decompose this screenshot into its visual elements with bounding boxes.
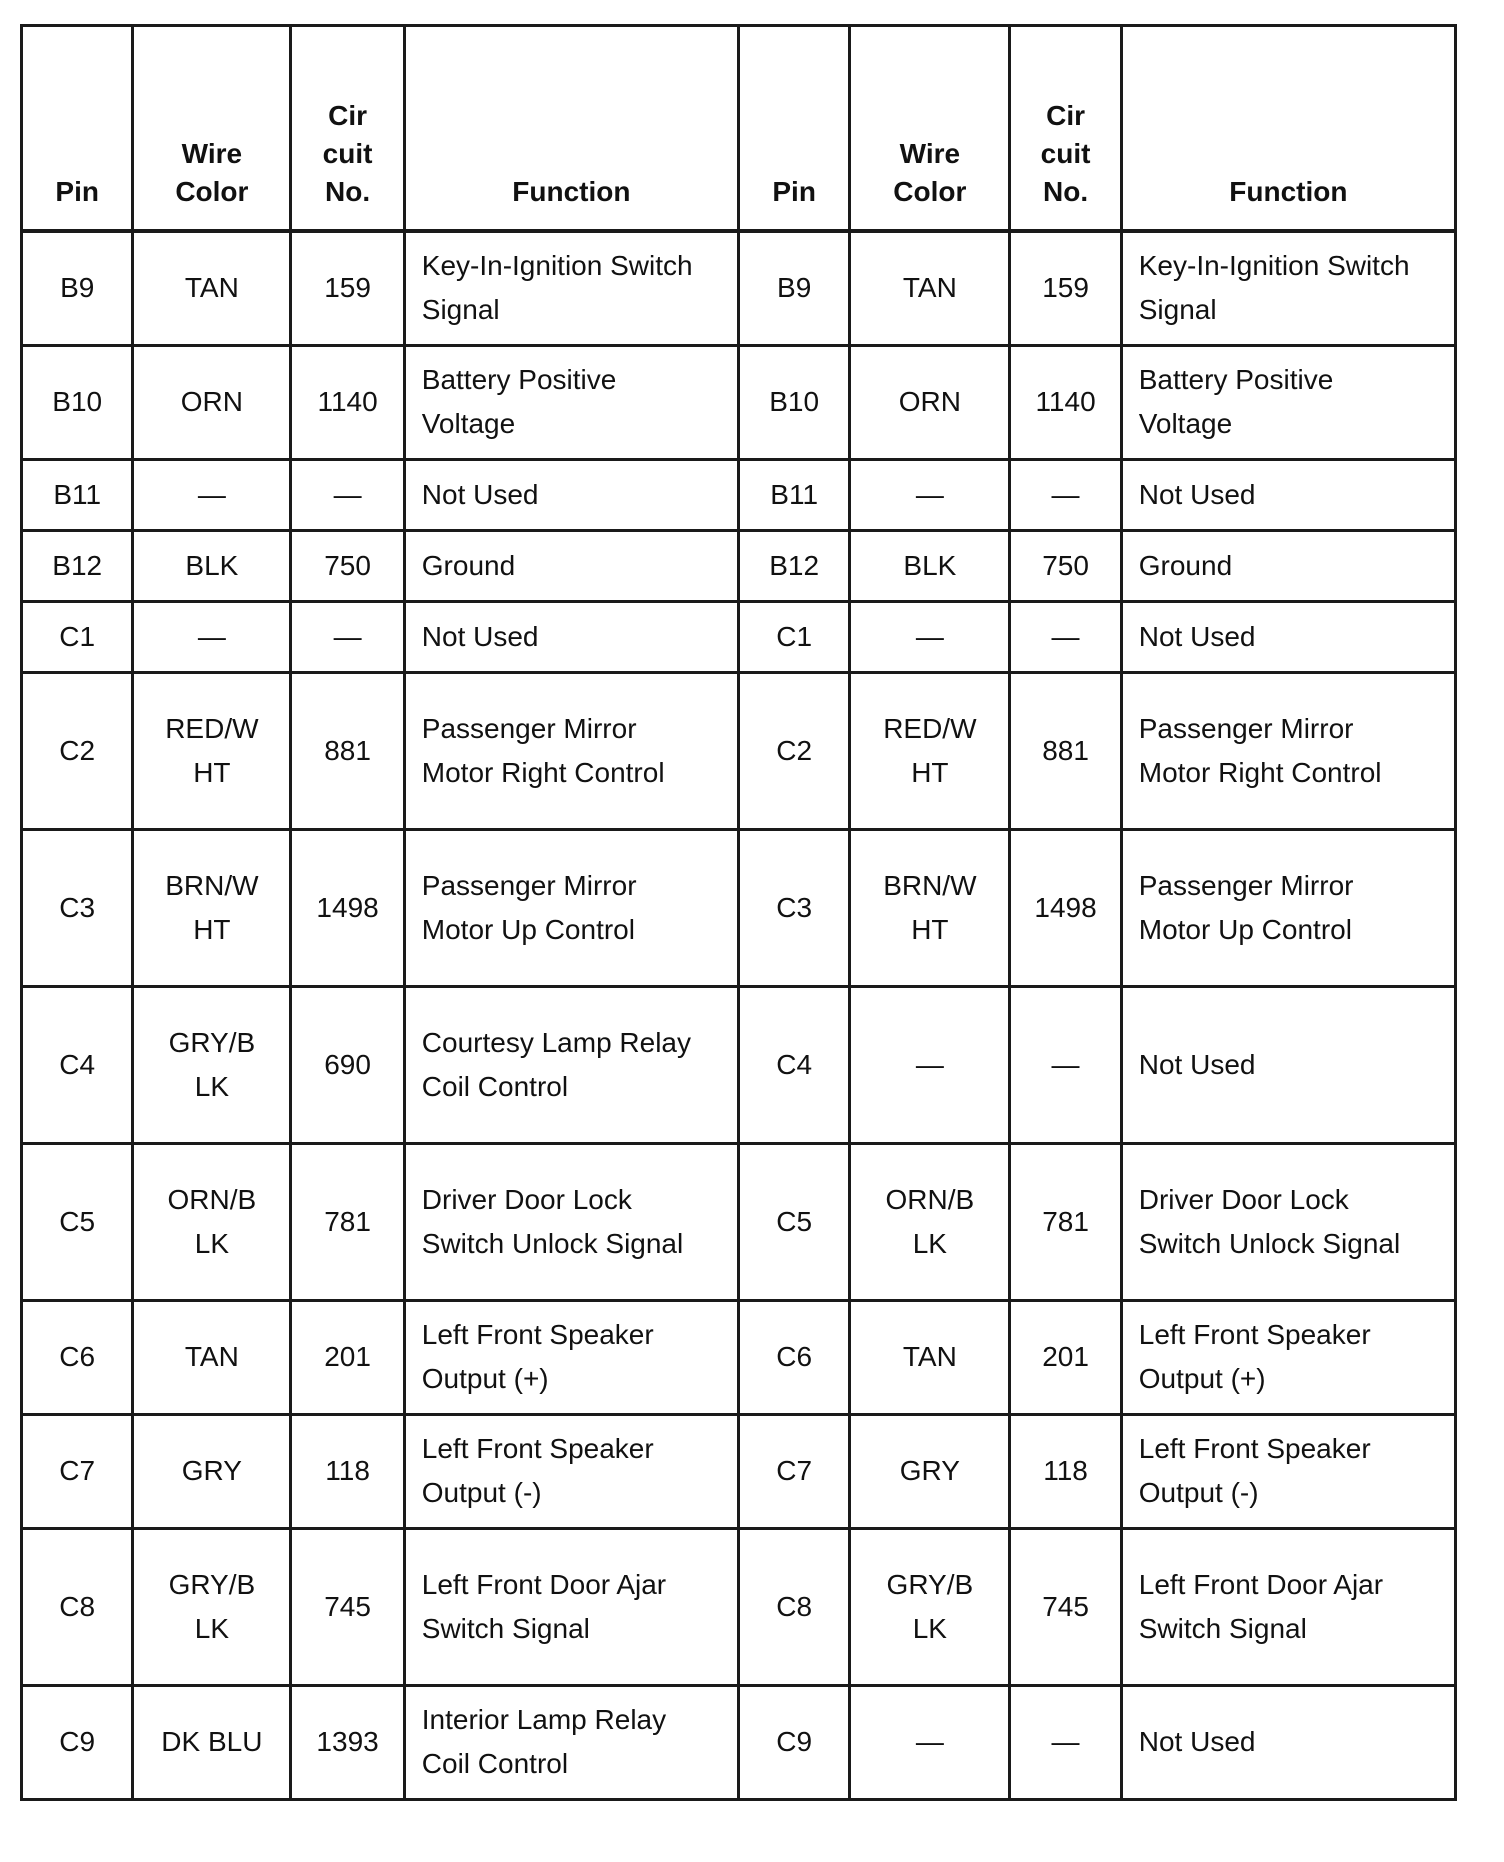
table-row (22, 231, 1456, 345)
pin-cell: C5 (22, 1143, 133, 1300)
pin-cell-right: C4 (738, 986, 849, 1143)
circuit-cell-right: 1140 (1010, 345, 1121, 459)
function-cell-right: Key-In-Ignition Switch Signal (1121, 231, 1455, 345)
header-row (22, 26, 1456, 232)
pin-cell: C4 (22, 986, 133, 1143)
wire-color-cell-right: — (850, 459, 1010, 530)
pin-cell-right: C2 (738, 672, 849, 829)
circuit-cell: 881 (291, 672, 404, 829)
circuit-cell-right: 881 (1010, 672, 1121, 829)
wire-color-cell-right: BRN/W HT (850, 829, 1010, 986)
function-cell: Passenger Mirror Motor Up Control (404, 829, 738, 986)
pin-cell: B12 (22, 530, 133, 601)
header-wire-color-right: Wire Color (850, 26, 1010, 232)
table-row (22, 1685, 1456, 1799)
header-pin: Pin (22, 26, 133, 232)
circuit-cell: 690 (291, 986, 404, 1143)
connector-pinout-table (20, 24, 1457, 1801)
pin-cell: B9 (22, 231, 133, 345)
function-cell-right: Left Front Speaker Output (+) (1121, 1300, 1455, 1414)
pin-cell-right: C8 (738, 1528, 849, 1685)
function-cell: Left Front Speaker Output (-) (404, 1414, 738, 1528)
circuit-cell: 750 (291, 530, 404, 601)
circuit-cell: 781 (291, 1143, 404, 1300)
function-cell-right: Not Used (1121, 459, 1455, 530)
wire-color-cell-right: GRY (850, 1414, 1010, 1528)
pin-cell-right: B12 (738, 530, 849, 601)
table-row (22, 530, 1456, 601)
pin-cell: C6 (22, 1300, 133, 1414)
circuit-cell-right: 118 (1010, 1414, 1121, 1528)
function-cell: Key-In-Ignition Switch Signal (404, 231, 738, 345)
pin-cell: C3 (22, 829, 133, 986)
pin-cell: C7 (22, 1414, 133, 1528)
pin-cell-right: C5 (738, 1143, 849, 1300)
function-cell-right: Not Used (1121, 986, 1455, 1143)
wire-color-cell-right: — (850, 601, 1010, 672)
wire-color-cell: TAN (133, 1300, 291, 1414)
table-row (22, 1143, 1456, 1300)
circuit-cell: — (291, 459, 404, 530)
pin-cell: C8 (22, 1528, 133, 1685)
circuit-cell-right: 781 (1010, 1143, 1121, 1300)
header-circuit-no: Cir cuit No. (291, 26, 404, 232)
circuit-cell-right: — (1010, 459, 1121, 530)
table-row (22, 1528, 1456, 1685)
wire-color-cell: BRN/W HT (133, 829, 291, 986)
function-cell: Ground (404, 530, 738, 601)
circuit-cell: 1498 (291, 829, 404, 986)
function-cell-right: Driver Door Lock Switch Unlock Signal (1121, 1143, 1455, 1300)
circuit-cell: — (291, 601, 404, 672)
circuit-cell: 1140 (291, 345, 404, 459)
table-row (22, 672, 1456, 829)
function-cell: Not Used (404, 459, 738, 530)
function-cell-right: Left Front Door Ajar Switch Signal (1121, 1528, 1455, 1685)
table-row (22, 829, 1456, 986)
wire-color-cell-right: — (850, 1685, 1010, 1799)
function-cell: Left Front Speaker Output (+) (404, 1300, 738, 1414)
wire-color-cell-right: TAN (850, 231, 1010, 345)
circuit-cell-right: 1498 (1010, 829, 1121, 986)
circuit-cell-right: — (1010, 601, 1121, 672)
circuit-cell-right: 745 (1010, 1528, 1121, 1685)
function-cell: Not Used (404, 601, 738, 672)
pin-cell: B11 (22, 459, 133, 530)
circuit-cell: 201 (291, 1300, 404, 1414)
table-row (22, 1300, 1456, 1414)
function-cell-right: Not Used (1121, 1685, 1455, 1799)
function-cell-right: Passenger Mirror Motor Right Control (1121, 672, 1455, 829)
pin-cell-right: C9 (738, 1685, 849, 1799)
circuit-cell-right: 750 (1010, 530, 1121, 601)
wire-color-cell: — (133, 459, 291, 530)
function-cell: Passenger Mirror Motor Right Control (404, 672, 738, 829)
circuit-cell: 159 (291, 231, 404, 345)
header-circuit-no-right: Cir cuit No. (1010, 26, 1121, 232)
wire-color-cell-right: BLK (850, 530, 1010, 601)
table-body (22, 231, 1456, 1799)
wire-color-cell: GRY (133, 1414, 291, 1528)
wire-color-cell: TAN (133, 231, 291, 345)
wire-color-cell-right: ORN/B LK (850, 1143, 1010, 1300)
wire-color-cell: ORN/B LK (133, 1143, 291, 1300)
table-row (22, 1414, 1456, 1528)
pin-cell-right: C3 (738, 829, 849, 986)
function-cell: Driver Door Lock Switch Unlock Signal (404, 1143, 738, 1300)
circuit-cell: 118 (291, 1414, 404, 1528)
pin-cell-right: B10 (738, 345, 849, 459)
function-cell-right: Passenger Mirror Motor Up Control (1121, 829, 1455, 986)
circuit-cell-right: 159 (1010, 231, 1121, 345)
wire-color-cell: GRY/B LK (133, 1528, 291, 1685)
header-wire-color: Wire Color (133, 26, 291, 232)
header-function-right: Function (1121, 26, 1455, 232)
wire-color-cell: DK BLU (133, 1685, 291, 1799)
function-cell: Left Front Door Ajar Switch Signal (404, 1528, 738, 1685)
function-cell-right: Left Front Speaker Output (-) (1121, 1414, 1455, 1528)
wire-color-cell: GRY/B LK (133, 986, 291, 1143)
pin-cell: C2 (22, 672, 133, 829)
function-cell: Courtesy Lamp Relay Coil Control (404, 986, 738, 1143)
wire-color-cell: BLK (133, 530, 291, 601)
pin-cell: B10 (22, 345, 133, 459)
table-row (22, 986, 1456, 1143)
function-cell-right: Battery Positive Voltage (1121, 345, 1455, 459)
table-row (22, 459, 1456, 530)
circuit-cell-right: — (1010, 1685, 1121, 1799)
circuit-cell: 745 (291, 1528, 404, 1685)
wire-color-cell-right: ORN (850, 345, 1010, 459)
pin-cell-right: C1 (738, 601, 849, 672)
wire-color-cell-right: GRY/B LK (850, 1528, 1010, 1685)
pin-cell-right: B9 (738, 231, 849, 345)
wire-color-cell-right: — (850, 986, 1010, 1143)
function-cell: Interior Lamp Relay Coil Control (404, 1685, 738, 1799)
header-pin-right: Pin (738, 26, 849, 232)
wire-color-cell: ORN (133, 345, 291, 459)
pin-cell-right: C6 (738, 1300, 849, 1414)
pin-cell: C9 (22, 1685, 133, 1799)
table-row (22, 601, 1456, 672)
wire-color-cell: RED/W HT (133, 672, 291, 829)
function-cell-right: Not Used (1121, 601, 1455, 672)
function-cell-right: Ground (1121, 530, 1455, 601)
circuit-cell: 1393 (291, 1685, 404, 1799)
circuit-cell-right: 201 (1010, 1300, 1121, 1414)
wire-color-cell-right: RED/W HT (850, 672, 1010, 829)
table-row (22, 345, 1456, 459)
wire-color-cell: — (133, 601, 291, 672)
wire-color-cell-right: TAN (850, 1300, 1010, 1414)
function-cell: Battery Positive Voltage (404, 345, 738, 459)
pin-cell: C1 (22, 601, 133, 672)
header-function: Function (404, 26, 738, 232)
circuit-cell-right: — (1010, 986, 1121, 1143)
pin-cell-right: C7 (738, 1414, 849, 1528)
pin-cell-right: B11 (738, 459, 849, 530)
